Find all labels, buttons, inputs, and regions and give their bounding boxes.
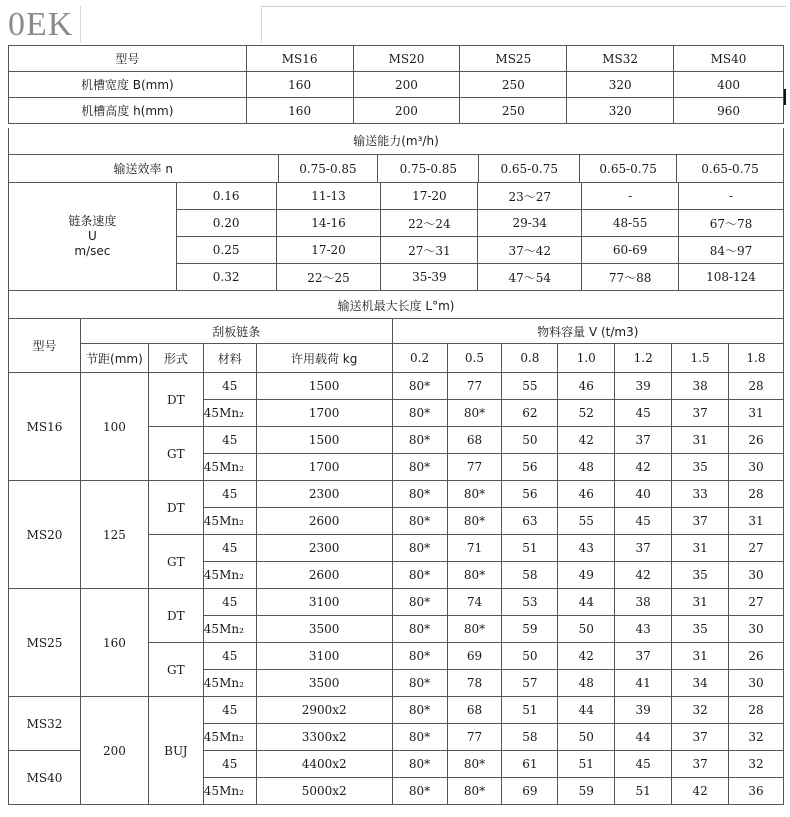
- spec-header-label: 型号: [9, 46, 247, 72]
- length-cell: 55: [558, 508, 615, 535]
- form-cell: GT: [148, 643, 203, 697]
- length-cell: 27: [729, 535, 784, 562]
- length-cell: 37: [672, 400, 729, 427]
- speed-value: 0.32: [176, 264, 276, 291]
- spec-cell: 250: [460, 72, 567, 98]
- form-cell: DT: [148, 373, 203, 427]
- spec-cell: 160: [246, 98, 353, 124]
- load-cell: 2600: [256, 508, 392, 535]
- length-cell: 80*: [392, 481, 447, 508]
- length-cell: 31: [729, 508, 784, 535]
- length-cell: 35: [672, 616, 729, 643]
- length-cell: 49: [558, 562, 615, 589]
- length-row: [9, 697, 784, 724]
- length-cell: 30: [729, 670, 784, 697]
- capacity-cell: 108-124: [679, 264, 784, 291]
- efficiency-cell: 0.65-0.75: [479, 155, 580, 183]
- length-cell: 28: [729, 697, 784, 724]
- length-cell: 58: [502, 562, 558, 589]
- spec-model: MS16: [246, 46, 353, 72]
- model-cell: MS25: [9, 589, 81, 697]
- spec-table: [8, 45, 784, 124]
- length-cell: 50: [558, 616, 615, 643]
- length-cell: 31: [729, 400, 784, 427]
- edge-marker: [784, 89, 786, 105]
- material-cell: 45Mn₂: [203, 616, 256, 643]
- pitch-cell: 200: [80, 697, 148, 805]
- length-cell: 77: [447, 373, 502, 400]
- capacity-cell: 35-39: [381, 264, 478, 291]
- capacity-cell: 17-20: [381, 183, 478, 210]
- capacity-cell: 17-20: [276, 237, 381, 264]
- capacity-header: 0.8: [502, 344, 558, 373]
- length-cell: 50: [502, 427, 558, 454]
- material-cell: 45: [203, 427, 256, 454]
- spec-row-height: [9, 98, 784, 124]
- capacity-cell: 11-13: [276, 183, 381, 210]
- header-rule: [262, 6, 786, 7]
- material-cell: 45: [203, 643, 256, 670]
- length-cell: 80*: [392, 508, 447, 535]
- length-cell: 77: [447, 724, 502, 751]
- length-group-chain: 刮板链条: [80, 319, 392, 344]
- capacity-header: 1.8: [729, 344, 784, 373]
- spec-cell: 320: [567, 72, 674, 98]
- length-cell: 63: [502, 508, 558, 535]
- length-col-form: 形式: [148, 344, 203, 373]
- capacity-cell: 47～54: [478, 264, 582, 291]
- length-cell: 45: [615, 400, 672, 427]
- length-cell: 80*: [447, 481, 502, 508]
- spec-cell: 160: [246, 72, 353, 98]
- length-subheader-row: [9, 344, 784, 373]
- material-cell: 45: [203, 373, 256, 400]
- length-cell: 42: [615, 562, 672, 589]
- capacity-cell: 27～31: [381, 237, 478, 264]
- length-row: [9, 481, 784, 508]
- length-cell: 42: [558, 643, 615, 670]
- efficiency-cell: 0.75-0.85: [378, 155, 479, 183]
- header-frame: [80, 6, 262, 43]
- capacity-cell: 23～27: [478, 183, 582, 210]
- material-cell: 45Mn₂: [203, 562, 256, 589]
- length-cell: 26: [729, 643, 784, 670]
- capacity-cell: 29-34: [478, 210, 582, 237]
- length-cell: 51: [558, 751, 615, 778]
- length-cell: 42: [672, 778, 729, 805]
- length-cell: 30: [729, 562, 784, 589]
- length-cell: 80*: [447, 508, 502, 535]
- spec-cell: 200: [353, 72, 460, 98]
- length-cell: 53: [502, 589, 558, 616]
- length-cell: 37: [615, 643, 672, 670]
- length-cell: 39: [615, 697, 672, 724]
- spec-cell: 320: [567, 98, 674, 124]
- length-cell: 36: [729, 778, 784, 805]
- length-cell: 80*: [447, 616, 502, 643]
- length-cell: 31: [672, 427, 729, 454]
- length-cell: 30: [729, 454, 784, 481]
- load-cell: 2900x2: [256, 697, 392, 724]
- length-cell: 32: [672, 697, 729, 724]
- material-cell: 45Mn₂: [203, 724, 256, 751]
- length-cell: 50: [558, 724, 615, 751]
- load-cell: 1500: [256, 373, 392, 400]
- capacity-cell: 22～25: [276, 264, 381, 291]
- length-cell: 34: [672, 670, 729, 697]
- capacity-header: 1.5: [672, 344, 729, 373]
- load-cell: 2600: [256, 562, 392, 589]
- length-cell: 69: [447, 643, 502, 670]
- capacity-cell: 37～42: [478, 237, 582, 264]
- capacity-cell: 67～78: [679, 210, 784, 237]
- spec-row-label: 机槽宽度 B(mm): [9, 72, 247, 98]
- length-cell: 78: [447, 670, 502, 697]
- length-cell: 52: [558, 400, 615, 427]
- length-cell: 80*: [392, 616, 447, 643]
- load-cell: 4400x2: [256, 751, 392, 778]
- length-cell: 51: [502, 535, 558, 562]
- spec-model: MS20: [353, 46, 460, 72]
- length-title: 输送机最大长度 L°m): [8, 291, 784, 318]
- model-cell: MS16: [9, 373, 81, 481]
- length-cell: 57: [502, 670, 558, 697]
- efficiency-cell: 0.65-0.75: [580, 155, 677, 183]
- length-cell: 27: [729, 589, 784, 616]
- length-cell: 77: [447, 454, 502, 481]
- spec-model: MS25: [460, 46, 567, 72]
- model-cell: MS32: [9, 697, 81, 751]
- length-cell: 37: [672, 508, 729, 535]
- speed-value: 0.25: [176, 237, 276, 264]
- length-cell: 71: [447, 535, 502, 562]
- length-cell: 28: [729, 373, 784, 400]
- material-cell: 45Mn₂: [203, 508, 256, 535]
- length-cell: 38: [615, 589, 672, 616]
- load-cell: 2300: [256, 535, 392, 562]
- capacity-cell: 60-69: [582, 237, 679, 264]
- load-cell: 3100: [256, 643, 392, 670]
- form-cell: GT: [148, 427, 203, 481]
- length-cell: 51: [502, 697, 558, 724]
- efficiency-table: [8, 154, 784, 183]
- length-cell: 37: [615, 535, 672, 562]
- capacity-cell: 77～88: [582, 264, 679, 291]
- capacity-cell: -: [679, 183, 784, 210]
- length-cell: 28: [729, 481, 784, 508]
- length-cell: 44: [615, 724, 672, 751]
- length-cell: 80*: [447, 778, 502, 805]
- length-col-load: 许用载荷 kg: [256, 344, 392, 373]
- form-cell: GT: [148, 535, 203, 589]
- length-cell: 35: [672, 562, 729, 589]
- length-cell: 80*: [392, 589, 447, 616]
- length-cell: 31: [672, 589, 729, 616]
- length-cell: 38: [672, 373, 729, 400]
- speed-label-line: 链条速度: [68, 214, 117, 228]
- length-cell: 37: [615, 427, 672, 454]
- length-cell: 80*: [392, 778, 447, 805]
- material-cell: 45: [203, 697, 256, 724]
- speed-label-line: m/sec: [74, 244, 111, 258]
- material-cell: 45: [203, 751, 256, 778]
- length-cell: 37: [672, 751, 729, 778]
- brand-logo: 0EK: [8, 6, 74, 43]
- length-row: [9, 373, 784, 400]
- length-cell: 80*: [447, 400, 502, 427]
- capacity-header: 1.0: [558, 344, 615, 373]
- speed-table: [8, 182, 784, 291]
- length-cell: 68: [447, 697, 502, 724]
- length-group-material: 物料容量 V (t/m3): [392, 319, 783, 344]
- length-cell: 80*: [392, 427, 447, 454]
- length-cell: 48: [558, 670, 615, 697]
- length-cell: 80*: [392, 643, 447, 670]
- length-cell: 80*: [392, 670, 447, 697]
- speed-value: 0.20: [176, 210, 276, 237]
- length-cell: 58: [502, 724, 558, 751]
- material-cell: 45: [203, 481, 256, 508]
- length-cell: 44: [558, 697, 615, 724]
- load-cell: 3500: [256, 616, 392, 643]
- spec-model: MS40: [674, 46, 784, 72]
- load-cell: 3300x2: [256, 724, 392, 751]
- length-cell: 43: [558, 535, 615, 562]
- length-cell: 32: [729, 724, 784, 751]
- load-cell: 1500: [256, 427, 392, 454]
- model-cell: MS20: [9, 481, 81, 589]
- material-cell: 45Mn₂: [203, 670, 256, 697]
- form-cell: DT: [148, 589, 203, 643]
- capacity-cell: -: [582, 183, 679, 210]
- load-cell: 3100: [256, 589, 392, 616]
- efficiency-cell: 0.75-0.85: [278, 155, 378, 183]
- length-cell: 45: [615, 751, 672, 778]
- length-cell: 50: [502, 643, 558, 670]
- length-cell: 74: [447, 589, 502, 616]
- length-cell: 43: [615, 616, 672, 643]
- length-cell: 80*: [392, 454, 447, 481]
- length-cell: 48: [558, 454, 615, 481]
- length-cell: 26: [729, 427, 784, 454]
- length-col-mat: 材料: [203, 344, 256, 373]
- material-cell: 45Mn₂: [203, 454, 256, 481]
- length-cell: 41: [615, 670, 672, 697]
- length-header-row: [9, 319, 784, 344]
- form-cell: BUJ: [148, 697, 203, 805]
- capacity-cell: 48-55: [582, 210, 679, 237]
- material-cell: 45Mn₂: [203, 778, 256, 805]
- length-cell: 31: [672, 643, 729, 670]
- length-cell: 46: [558, 481, 615, 508]
- efficiency-row: [9, 155, 784, 183]
- speed-label: [9, 183, 177, 291]
- length-col-pitch: 节距(mm): [80, 344, 148, 373]
- length-cell: 80*: [392, 535, 447, 562]
- spec-cell: 960: [674, 98, 784, 124]
- length-cell: 33: [672, 481, 729, 508]
- efficiency-cell: 0.65-0.75: [677, 155, 784, 183]
- length-cell: 42: [615, 454, 672, 481]
- model-cell: MS40: [9, 751, 81, 805]
- spec-cell: 400: [674, 72, 784, 98]
- material-cell: 45: [203, 589, 256, 616]
- capacity-cell: 84～97: [679, 237, 784, 264]
- efficiency-label: 输送效率 n: [9, 155, 279, 183]
- capacity-title: 输送能力(m³/h): [8, 128, 784, 154]
- speed-row: [9, 183, 784, 210]
- length-cell: 68: [447, 427, 502, 454]
- capacity-header: 0.5: [447, 344, 502, 373]
- length-cell: 80*: [392, 724, 447, 751]
- length-cell: 59: [502, 616, 558, 643]
- length-cell: 37: [672, 724, 729, 751]
- load-cell: 3500: [256, 670, 392, 697]
- length-cell: 39: [615, 373, 672, 400]
- load-cell: 2300: [256, 481, 392, 508]
- length-cell: 80*: [447, 751, 502, 778]
- spec-cell: 200: [353, 98, 460, 124]
- load-cell: 5000x2: [256, 778, 392, 805]
- length-cell: 61: [502, 751, 558, 778]
- pitch-cell: 125: [80, 481, 148, 589]
- length-cell: 59: [558, 778, 615, 805]
- length-cell: 42: [558, 427, 615, 454]
- length-col-model: 型号: [9, 319, 81, 373]
- pitch-cell: 100: [80, 373, 148, 481]
- length-cell: 51: [615, 778, 672, 805]
- length-table: [8, 318, 784, 805]
- load-cell: 1700: [256, 400, 392, 427]
- length-cell: 80*: [447, 562, 502, 589]
- length-cell: 40: [615, 481, 672, 508]
- length-cell: 45: [615, 508, 672, 535]
- length-cell: 80*: [392, 697, 447, 724]
- load-cell: 1700: [256, 454, 392, 481]
- length-cell: 62: [502, 400, 558, 427]
- pitch-cell: 160: [80, 589, 148, 697]
- capacity-cell: 14-16: [276, 210, 381, 237]
- material-cell: 45Mn₂: [203, 400, 256, 427]
- length-row: [9, 589, 784, 616]
- length-cell: 80*: [392, 562, 447, 589]
- spec-header-row: [9, 46, 784, 72]
- spec-row-label: 机槽高度 h(mm): [9, 98, 247, 124]
- speed-label-line: U: [87, 229, 97, 243]
- length-cell: 35: [672, 454, 729, 481]
- length-cell: 30: [729, 616, 784, 643]
- spec-model: MS32: [567, 46, 674, 72]
- length-cell: 80*: [392, 373, 447, 400]
- capacity-header: 0.2: [392, 344, 447, 373]
- length-cell: 31: [672, 535, 729, 562]
- length-cell: 44: [558, 589, 615, 616]
- capacity-header: 1.2: [615, 344, 672, 373]
- capacity-cell: 22～24: [381, 210, 478, 237]
- length-cell: 69: [502, 778, 558, 805]
- length-cell: 56: [502, 481, 558, 508]
- length-cell: 32: [729, 751, 784, 778]
- length-cell: 55: [502, 373, 558, 400]
- spec-cell: 250: [460, 98, 567, 124]
- material-cell: 45: [203, 535, 256, 562]
- length-cell: 80*: [392, 751, 447, 778]
- form-cell: DT: [148, 481, 203, 535]
- spec-row-width: [9, 72, 784, 98]
- length-cell: 80*: [392, 400, 447, 427]
- length-cell: 46: [558, 373, 615, 400]
- length-cell: 56: [502, 454, 558, 481]
- speed-value: 0.16: [176, 183, 276, 210]
